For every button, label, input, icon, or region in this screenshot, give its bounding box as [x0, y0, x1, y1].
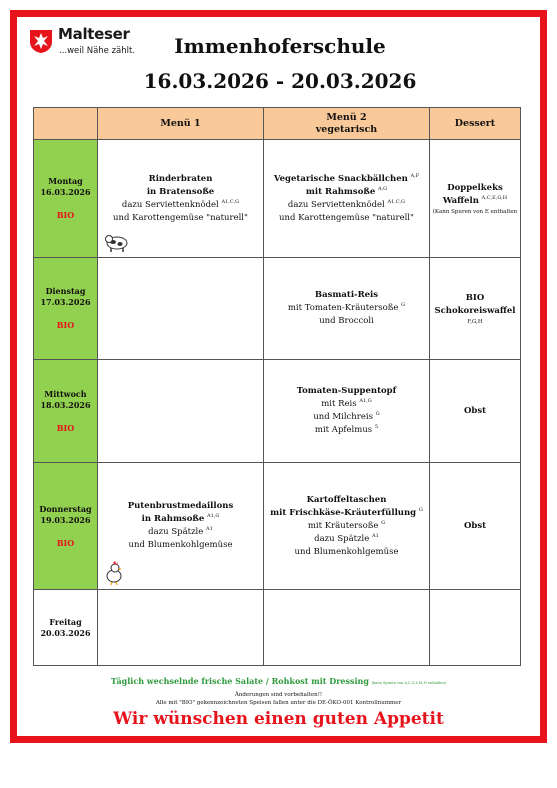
day-date: 20.03.2026 [40, 627, 91, 638]
dish-side: und Karottengemüse "naturell" [279, 212, 414, 223]
allergen-code: G [381, 519, 386, 526]
allergen-code: A1,G [359, 398, 372, 405]
dish-subtitle: mit Rahmsoße [305, 186, 376, 197]
table-row [34, 590, 521, 666]
day-date: 18.03.2026 [40, 399, 91, 410]
table-row [34, 258, 521, 360]
day-cell [34, 140, 98, 258]
dessert-note: (Kann Spuren von E enthalten [432, 208, 518, 215]
allergen-code: A1,G [206, 513, 220, 520]
bio-label: BIO [56, 320, 75, 330]
dessert-cell [430, 463, 521, 590]
header-dessert: Dessert [430, 108, 521, 140]
dish-side: dazu Spätzle [148, 527, 204, 537]
allergen-code: A1,C,G [221, 198, 240, 205]
dessert-title: BIO [465, 292, 485, 303]
day-cell [34, 463, 98, 590]
menu1-cell [98, 590, 264, 666]
day-cell [34, 360, 98, 463]
table-header-row [34, 108, 521, 140]
dish-title: Kartoffeltaschen [306, 494, 387, 505]
day-name: Montag [48, 176, 83, 186]
dish-title: Vegetarische Snackbällchen [273, 173, 408, 184]
menu2-cell [264, 258, 430, 360]
bio-control-note: Alle mit "BIO" gekennzeichneten Speisen fallen unter die DE-ÖKO-001 Kontrollnummer [155, 700, 402, 706]
header-menu2 [264, 108, 430, 140]
header-day [34, 108, 98, 140]
day-name: Dienstag [45, 286, 86, 296]
day-cell [34, 590, 98, 666]
dessert-cell [430, 140, 521, 258]
bio-label: BIO [56, 210, 75, 220]
appetite-wish: Wir wünschen einen guten Appetit [113, 709, 444, 729]
dessert-cell [430, 360, 521, 463]
malteser-cross-icon [28, 28, 54, 54]
salad-note [40, 676, 517, 686]
menu2-cell [264, 140, 430, 258]
dessert-subtitle: Waffeln [442, 195, 479, 206]
day-name: Mittwoch [44, 388, 87, 399]
dessert-subtitle: Schokoreiswaffel [434, 305, 516, 316]
dessert-title: Obst [463, 405, 487, 416]
menu2-cell [264, 590, 430, 666]
dish-subtitle: in Bratensoße [146, 186, 215, 197]
changes-note: Änderungen sind vorbehalten!! [234, 692, 323, 698]
dish-side: dazu Spätzle [314, 533, 370, 544]
chicken-icon [105, 561, 123, 585]
dish-subtitle: mit Tomaten-Kräutersoße [287, 303, 399, 313]
dish-side: mit Apfelmus [314, 425, 373, 435]
dish-subtitle: mit Frischkäse-Kräuterfüllung [270, 507, 417, 518]
header-menu2-line1: Menü 2 [326, 111, 367, 123]
menu-table [33, 107, 521, 666]
date-range: 16.03.2026 - 20.03.2026 [143, 69, 417, 93]
table-row [34, 463, 521, 590]
dessert-title: Doppelkeks [447, 182, 503, 193]
allergen-code: A,F [410, 172, 420, 179]
day-cell [34, 258, 98, 360]
header-menu2-line2: vegetarisch [315, 123, 378, 135]
dish-side: dazu Serviettenknödel [287, 199, 385, 210]
allergen-code: A1 [372, 532, 379, 539]
menu1-cell [98, 463, 264, 590]
dessert-cell [430, 258, 521, 360]
cow-icon [104, 231, 130, 253]
dish-side: mit Kräutersoße [307, 520, 379, 531]
dish-side: und Blumenkohlgemüse [128, 540, 233, 550]
dish-title: Rinderbraten [148, 173, 213, 184]
header-menu1: Menü 1 [98, 108, 264, 140]
table-row [34, 140, 521, 258]
allergen-code: G [418, 506, 423, 513]
dish-side: dazu Serviettenknödel [121, 199, 219, 210]
day-name: Freitag [49, 616, 82, 627]
logo-name: Malteser [58, 25, 130, 43]
dish-title: Tomaten-Suppentopf [296, 386, 397, 396]
allergen-code: G [401, 302, 406, 309]
menu2-cell [264, 360, 430, 463]
day-date: 19.03.2026 [40, 514, 91, 525]
dish-side: und Blumenkohlgemüse [294, 546, 399, 557]
malteser-logo [28, 24, 138, 68]
day-name: Donnerstag [39, 503, 92, 514]
salad-allergens: (kann Spuren von A,C,G,L,M,N enthalten) [371, 681, 447, 685]
allergen-code: A1,C,G [387, 198, 406, 205]
salad-text: Täglich wechselnde frische Salate / Rohkost mit Dressing [110, 676, 369, 686]
dish-subtitle: mit Reis [321, 399, 357, 409]
logo-tagline: ...weil Nähe zählt. [59, 46, 136, 56]
dish-side: und Milchreis [313, 412, 373, 422]
day-date: 16.03.2026 [40, 187, 91, 197]
dish-title: Putenbrustmedaillons [127, 501, 234, 511]
menu1-cell [98, 360, 264, 463]
table-row [34, 360, 521, 463]
bio-label: BIO [56, 422, 75, 433]
school-title: Immenhoferschule [174, 34, 386, 58]
allergen-code: 5 [374, 424, 379, 431]
dessert-note: F,G,H [467, 318, 483, 325]
dish-side: und Broccoli [319, 316, 374, 326]
menu1-cell [98, 140, 264, 258]
dish-side: und Karottengemüse "naturell" [113, 212, 248, 223]
menu2-cell [264, 463, 430, 590]
dessert-cell [430, 590, 521, 666]
day-date: 17.03.2026 [40, 297, 91, 307]
allergen-code: A,G [377, 185, 388, 192]
allergen-code: G [375, 411, 380, 418]
allergen-code: A1 [206, 526, 213, 533]
bio-label: BIO [56, 537, 75, 548]
menu1-cell [98, 258, 264, 360]
dessert-title: Obst [463, 520, 487, 531]
dish-subtitle: in Rahmsoße [141, 514, 205, 524]
dish-title: Basmati-Reis [314, 290, 379, 300]
allergen-code: A,C,E,G,H [481, 194, 508, 201]
